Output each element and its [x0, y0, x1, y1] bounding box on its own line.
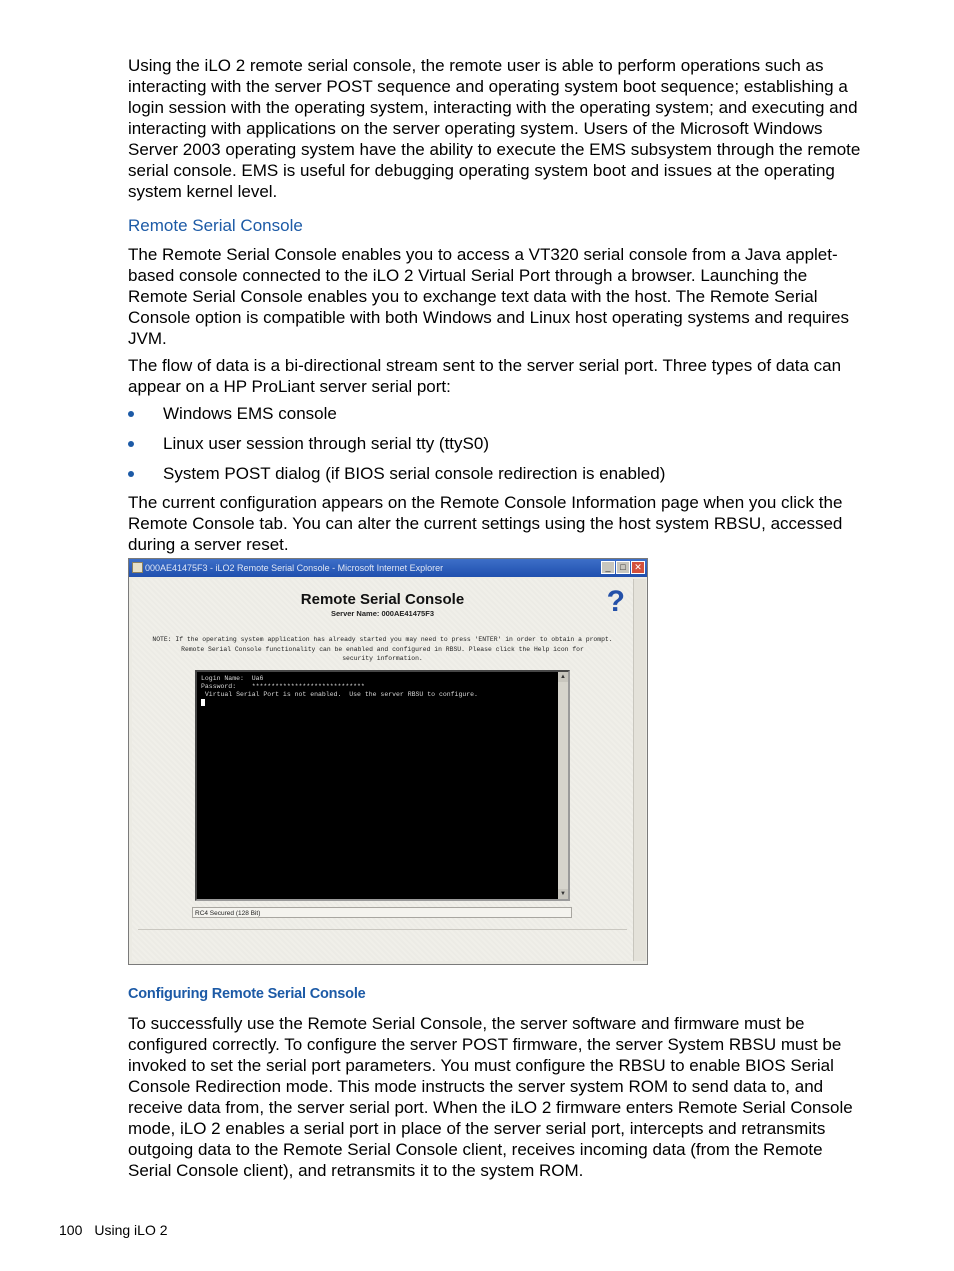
list-item: System POST dialog (if BIOS serial console redirection is enabled) — [128, 463, 870, 484]
close-icon: ✕ — [631, 561, 645, 574]
description-paragraph: The Remote Serial Console enables you to access a VT320 serial console from a Java applet-based console connected to the iLO 2 Virtual Serial Port through a browser. Launching the Remote Serial Console enables you to exchange text data with the host. The Remote Serial Console option is compatible with both Windows and Linux host operating systems and requires JVM. — [128, 245, 850, 348]
scroll-up-icon: ▲ — [558, 672, 568, 682]
page-footer — [59, 1222, 168, 1238]
subheading: Configuring Remote Serial Console — [128, 986, 366, 1002]
page-title: Remote Serial Console — [300, 591, 465, 608]
status-bar: RC4 Secured (128 Bit) — [192, 907, 572, 918]
note-text: NOTE: If the operating system application has already started you may need to press 'ENTER' in order to obtain a prompt. Remote Serial Console functionality can be enabled and configured in RBSU. Please click the Help icon for — [152, 636, 613, 653]
terminal-output: Login Name: Ua6 Password: ***************************** Virtual Serial Port is not enabled. Use the server RBSU to configure. — [201, 675, 554, 709]
help-icon: ? — [606, 585, 625, 618]
bullet-icon — [128, 471, 134, 477]
data-flow-paragraph: The flow of data is a bi-directional stream sent to the server serial port. Three types of data can appear on a HP ProLiant server serial port: — [128, 356, 842, 396]
terminal-scrollbar — [558, 672, 568, 899]
note-text-end: security information. — [342, 655, 423, 662]
bullet-icon — [128, 411, 134, 417]
window-controls — [601, 561, 645, 574]
configuration-paragraph: The current configuration appears on the Remote Console Information page when you click the Remote Console tab. You can alter the current settings using the host system RBSU, accessed during a server reset. — [128, 493, 843, 554]
maximize-icon: □ — [616, 561, 630, 574]
bullet-icon — [128, 441, 134, 447]
browser-icon — [132, 562, 143, 573]
body-text-top — [128, 55, 870, 555]
terminal-cursor — [201, 699, 205, 706]
scroll-down-icon: ▼ — [558, 889, 568, 899]
intro-paragraph: Using the iLO 2 remote serial console, the remote user is able to perform operations such as interacting with the server POST sequence and operating system boot sequence; establishing a login session with the operating system, interacting with the operating system; and executing and interacting with applications on the server operating system. Users of the Microsoft Windows Server 2003 operating system have the ability to execute the EMS subsystem through the remote serial console. EMS is useful for debugging operating system boot and issues at the operating system kernel level. — [128, 56, 861, 201]
console-page — [132, 579, 633, 961]
window-scrollbar — [633, 579, 646, 961]
body-text-bottom — [128, 1013, 870, 1181]
minimize-icon: _ — [601, 561, 615, 574]
server-name: Server Name: 000AE41475F3 — [331, 609, 434, 618]
list-item: Windows EMS console — [128, 403, 870, 424]
divider — [138, 929, 627, 930]
data-types-list — [128, 403, 870, 484]
footer-section: Using iLO 2 — [94, 1222, 168, 1238]
window-title: 000AE41475F3 - iLO2 Remote Serial Console - Microsoft Internet Explorer — [145, 563, 444, 573]
section-heading: Remote Serial Console — [128, 216, 303, 235]
list-item: Linux user session through serial tty (ttyS0) — [128, 433, 870, 454]
window-titlebar — [129, 559, 647, 577]
page-number: 100 — [59, 1222, 83, 1238]
remote-serial-console-screenshot — [128, 558, 648, 965]
terminal-window — [195, 670, 570, 901]
configuring-paragraph: To successfully use the Remote Serial Console, the server software and firmware must be configured correctly. To configure the server POST firmware, the server System RBSU must be invoked to set the serial port parameters. You must configure the RBSU to enable BIOS Serial Console Redirection mode. This mode instructs the server system ROM to send data to, and receive data from, the server serial port. When the iLO 2 firmware enters Remote Serial Console mode, iLO 2 enables a serial port in place of the server serial port, intercepts and retransmits outgoing data to the Remote Serial Console client, receives incoming data (from the Remote Serial Console client), and retransmits it to the system ROM. — [128, 1014, 853, 1180]
